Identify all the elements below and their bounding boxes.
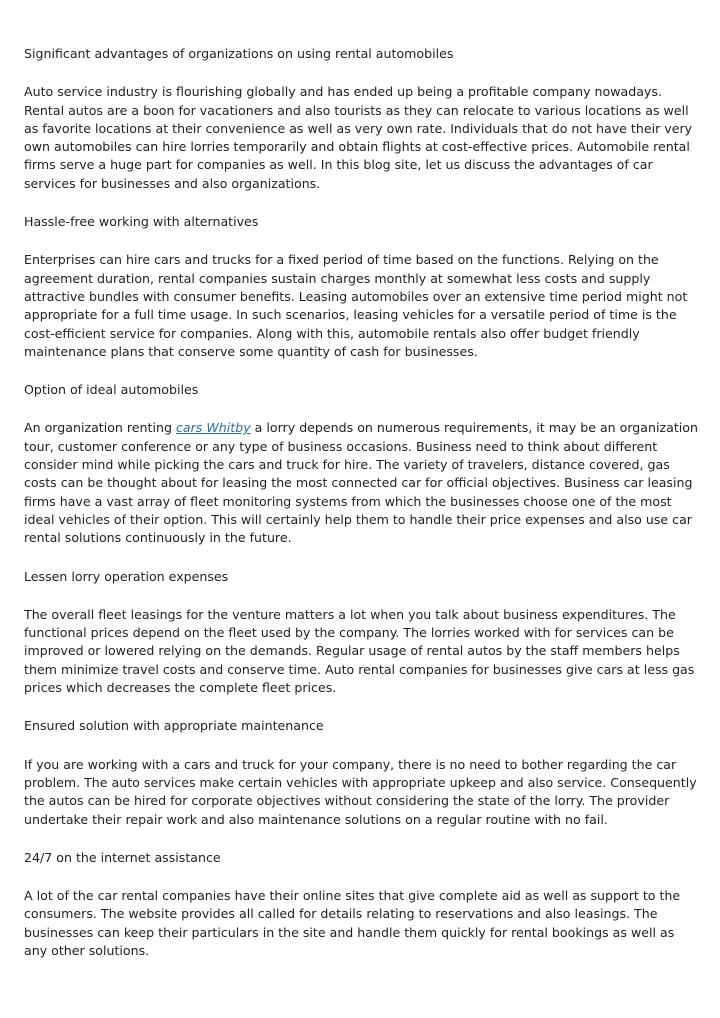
cars-whitby-link[interactable]: cars Whitby (175, 420, 251, 436)
section-paragraph: If you are working with a cars and truck for your company, there is no need to bother regarding the car problem. The auto services make certain vehicles with appropriate upkeep and also service. Consequently the autos can be hired for corporate objectives without considering the state of the lorry. The provider undertake their repair work and also maintenance solutions on a regular routine with no fail. (24, 756, 697, 827)
paragraph-text-before-link: An organization renting (24, 420, 176, 436)
section-heading: Option of ideal automobiles (24, 382, 199, 398)
section-paragraph: A lot of the car rental companies have their online sites that give complete aid as well as support to the consumers. The website provides all called for details relating to reservations and also leasings. The businesses can keep their particulars in the site and handle them quickly for rental bookings as well as any other solutions. (24, 888, 681, 958)
section-paragraph: The overall fleet leasings for the venture matters a lot when you talk about business expenditures. The functional prices depend on the fleet used by the company. The lorries worked with for services can be improved or lowered relying on the demands. Regular usage of rental autos by the staff members helps them minimize travel costs and conserve time. Auto rental companies for businesses give cars at less gas prices which decreases the complete fleet prices. (24, 606, 695, 696)
section-heading: Ensured solution with appropriate maintenance (24, 718, 324, 734)
paragraph-text-after-link: a lorry depends on numerous requirements, it may be an organization tour, customer conference or any type of business occasions. Business need to think about different consider mind while picking the cars and truck for hire. The variety of travelers, distance covered, gas costs can be thought about for leasing the most connected car for official objectives. Business car leasing firms have a vast array of fleet monitoring systems from which the businesses choose one of the most ideal vehicles of their option. This will certainly help them to handle their price expenses and also use car rental solutions continuously in the future. (24, 420, 698, 546)
section-paragraph-with-link (24, 419, 698, 547)
section-heading: Significant advantages of organizations on using rental automobiles (24, 46, 454, 61)
section-heading: 24/7 on the internet assistance (24, 849, 221, 865)
section-heading: Hassle-free working with alternatives (24, 214, 259, 230)
section-paragraph: Enterprises can hire cars and trucks for a fixed period of time based on the functions. Relying on the agreement duration, rental companies sustain charges monthly at somewhat less costs and supply attractive bundles with consumer benefits. Leasing automobiles over an extensive time period might not appropriate for a full time usage. In such scenarios, leasing vehicles for a versatile period of time is the cost-efficient service for companies. Along with this, automobile rentals also offer budget friendly maintenance plans that conserve some quantity of cash for businesses. (24, 252, 688, 359)
section-heading: Lessen lorry operation expenses (24, 568, 229, 584)
section-paragraph: Auto service industry is flourishing globally and has ended up being a profitable company nowadays. Rental autos are a boon for vacationers and also tourists as they can relocate to various locations as well as favorite locations at their convenience as well as very own rate. Individuals that do not have their very own automobiles can hire lorries temporarily and obtain flights at cost-effective prices. Automobile rental firms serve a huge part for companies as well. In this blog site, let us discuss the advantages of car services for businesses and also organizations. (24, 84, 693, 191)
